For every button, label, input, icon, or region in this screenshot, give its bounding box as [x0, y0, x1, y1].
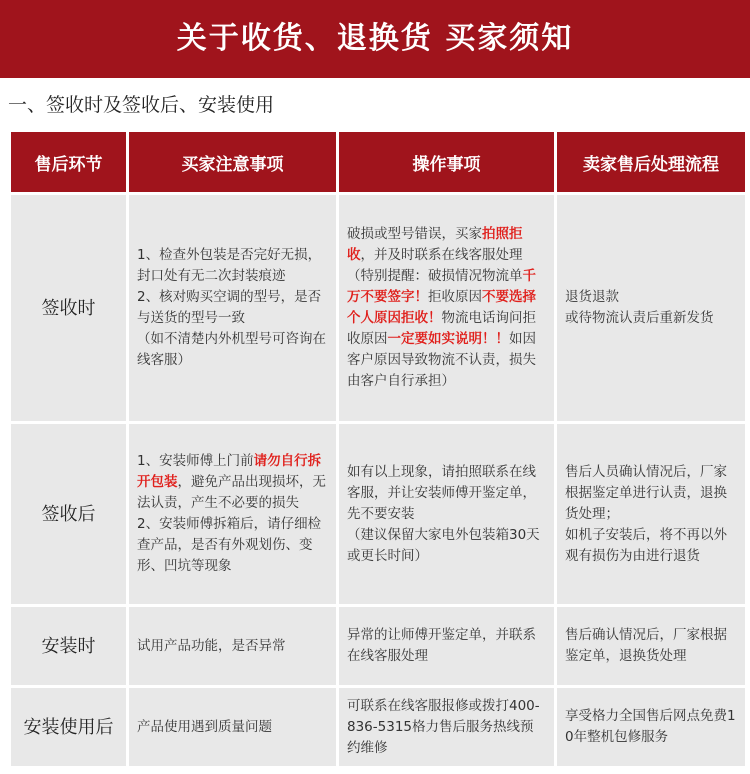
buyer-note: 1、检查外包装是否完好无损，封口处有无二次封装痕迹	[137, 247, 322, 284]
stage-cell: 安装使用后	[11, 688, 126, 766]
seller-cell	[557, 424, 745, 604]
operation-note: 如有以上现象，请拍照联系在线客服，并让安装师傅开鉴定单，先不要安装	[347, 463, 536, 522]
operation-note: （特别提醒：破损情况物流单千万不要签字！拒收原因不要选择个人原因拒收！物流电话询问拒收原因一定要如实说明！！如因客户原因导致物流不认责，损失由客户自行承担）	[347, 268, 536, 389]
table-row	[11, 424, 745, 604]
seller-note: 或待物流认责后重新发货	[565, 310, 714, 326]
stage-cell: 签收后	[11, 424, 126, 604]
buyer-note: 2、安装师傅拆箱后，请仔细检查产品，是否有外观划伤、变形、凹坑等现象	[137, 516, 322, 574]
header-seller: 卖家售后处理流程	[557, 132, 745, 192]
stage-cell: 签收时	[11, 195, 126, 421]
operation-cell: 异常的让师傅开鉴定单，并联系在线客服处理	[339, 607, 554, 685]
seller-note: 如机子安装后，将不再以外观有损伤为由进行退货	[565, 526, 727, 564]
section-title: 一、签收时及签收后、安装使用	[8, 94, 275, 116]
seller-note: 售后人员确认情况后，厂家根据鉴定单进行认责，退换货处理；	[565, 463, 727, 522]
buyer-note: 2、核对购买空调的型号，是否与送货的型号一致	[137, 289, 322, 326]
stage-cell: 安装时	[11, 607, 126, 685]
buyer-cell: 试用产品功能，是否异常	[129, 607, 336, 685]
seller-cell	[557, 195, 745, 421]
buyer-cell	[129, 195, 336, 421]
table-row	[11, 688, 745, 766]
header-operation: 操作事项	[339, 132, 554, 192]
banner-title: 关于收货、退换货 买家须知	[0, 0, 750, 78]
seller-cell: 享受格力全国售后网点免费10年整机包修服务	[557, 688, 745, 766]
header-buyer: 买家注意事项	[129, 132, 336, 192]
seller-note: 退货退款	[565, 289, 619, 305]
buyer-cell: 产品使用遇到质量问题	[129, 688, 336, 766]
buyer-cell	[129, 424, 336, 604]
table-row	[11, 195, 745, 421]
after-sales-table	[8, 129, 748, 769]
operation-cell	[339, 424, 554, 604]
buyer-note: （如不清楚内外机型号可咨询在线客服）	[137, 331, 326, 368]
header-stage: 售后环节	[11, 132, 126, 192]
table-row	[11, 607, 745, 685]
seller-cell: 售后确认情况后，厂家根据鉴定单，退换货处理	[557, 607, 745, 685]
operation-note: （建议保留大家电外包装箱30天或更长时间）	[347, 526, 540, 564]
operation-note: 破损或型号错误，买家拍照拒收，并及时联系在线客服处理	[347, 226, 523, 263]
buyer-note: 1、安装师傅上门前请勿自行拆开包装，避免产品出现损坏，无法认责，产生不必要的损失	[137, 453, 326, 511]
operation-cell: 可联系在线客服报修或拨打400-836-5315格力售后服务热线预约维修	[339, 688, 554, 766]
operation-cell	[339, 195, 554, 421]
table-header-row	[11, 132, 745, 192]
